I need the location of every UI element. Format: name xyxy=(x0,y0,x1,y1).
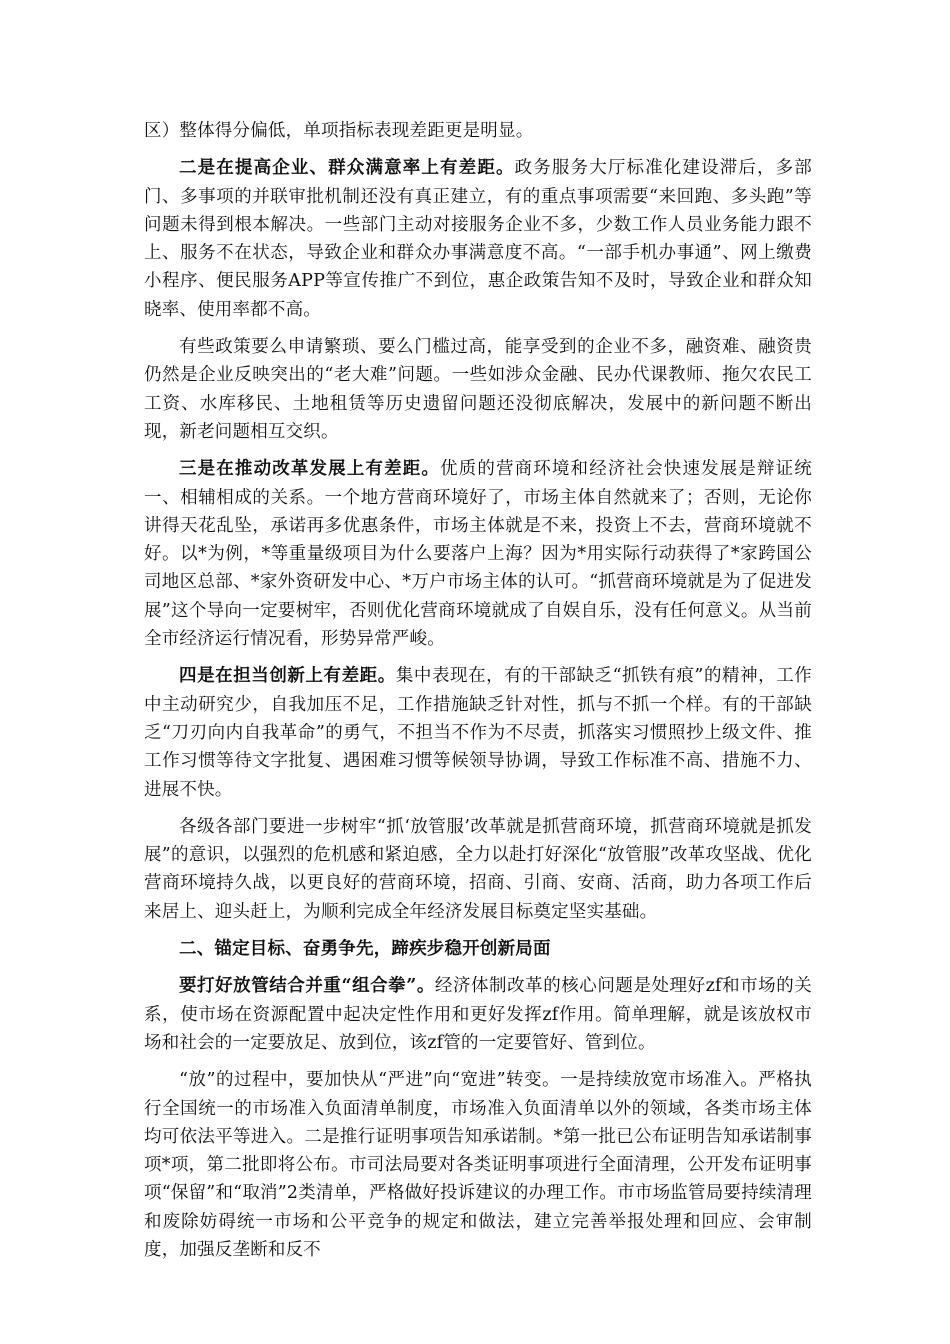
document-body xyxy=(144,117,812,1273)
paragraph-text: 有些政策要么申请繁琐、要么门槛过高，能享受到的企业不多，融资难、融资贵仍然是企业反映突出的“老大难”问题。一些如涉众金融、民办代课教师、拖欠农民工工资、水库移民、土地租赁等历史遗留问题还没彻底解决，发展中的新问题不断出现，新老问题相互交织。 xyxy=(144,337,812,442)
paragraph-text: 区）整体得分偏低，单项指标表现差距更是明显。 xyxy=(144,121,534,141)
paragraph-7 xyxy=(144,972,812,1057)
paragraph-text: 集中表现在，有的干部缺乏“抓铁有痕”的精神，工作中主动研究少，自我加压不足，工作措施缺乏针对性，抓与不抓一个样。有的干部缺乏“刀刃向内自我革命”的勇气，不担当不作为不尽责，抓落实习惯照抄上级文件、推工作习惯等待文字批复、遇困难习惯等候领导协调，导致工作标准不高、措施不力、进展不快。 xyxy=(144,666,812,800)
paragraph-5 xyxy=(144,662,812,803)
paragraph-1 xyxy=(144,117,812,145)
paragraph-lead: 四是在担当创新上有差距。 xyxy=(179,666,396,687)
paragraph-text: 优质的营商环境和经济社会快速发展是辩证统一、相辅相成的关系。一个地方营商环境好了，市场主体自然就来了；否则，无论你讲得天花乱坠，承诺再多优惠条件，市场主体就是不来，投资上不去，营商环境就不好。以*为例，*等重量级项目为什么要落户上海？因为*用实际行动获得了*家跨国公司地区总部、*家外资研发中心、*万户市场主体的认可。“抓营商环境就是为了促进发展”这个导向一定要树牢，否则优化营商环境就成了自娱自乐，没有任何意义。从当前全市经济运行情况看，形势异常严峻。 xyxy=(144,459,812,650)
paragraph-lead: 三是在推动改革发展上有差距。 xyxy=(179,459,441,480)
paragraph-3 xyxy=(144,333,812,446)
paragraph-lead: 要打好放管结合并重“组合拳”。 xyxy=(179,976,435,997)
section-heading: 二、锚定目标、奋勇争先，蹄疾步稳开创新局面 xyxy=(179,939,551,960)
paragraph-6 xyxy=(144,813,812,926)
paragraph-4 xyxy=(144,455,812,653)
paragraph-2 xyxy=(144,154,812,324)
paragraph-text: 政务服务大厅标准化建设滞后，多部门、多事项的并联审批机制还没有真正建立，有的重点事项需要“来回跑、多头跑”等问题未得到根本解决。一些部门主动对接服务企业不多，少数工作人员业务能力跟不上、服务不在状态，导致企业和群众办事满意度不高。“一部手机办事通”、网上缴费小程序、便民服务APP等宣传推广不到位，惠企政策告知不及时，导致企业和群众知晓率、使用率都不高。 xyxy=(144,158,812,320)
paragraph-text: 各级各部门要进一步树牢“抓‘放管服’改革就是抓营商环境，抓营商环境就是抓发展”的意识，以强烈的危机感和紧迫感，全力以赴打好深化“放管服”改革攻坚战、优化营商环境持久战，以更良好的营商环境，招商、引商、安商、活商，助力各项工作后来居上、迎头赶上，为顺利完成全年经济发展目标奠定坚实基础。 xyxy=(144,816,812,922)
paragraph-lead: 二是在提高企业、群众满意率上有差距。 xyxy=(179,158,515,179)
paragraph-8 xyxy=(144,1066,812,1264)
paragraph-text: “放”的过程中，要加快从“严进”向“宽进”转变。一是持续放宽市场准入。严格执行全国统一的市场准入负面清单制度，市场准入负面清单以外的领域，各类市场主体均可依法平等进入。二是推行证明事项告知承诺制。*第一批已公布证明告知承诺制事项*项，第二批即将公布。市司法局要对各类证明事项进行全面清理，公开发布证明事项“保留”和“取消”2类清单，严格做好投诉建议的办理工作。市市场监管局要持续清理和废除妨碍统一市场和公平竞争的规定和做法，建立完善举报处理和回应、会审制度，加强反垄断和反不 xyxy=(144,1070,812,1260)
paragraph-text: 经济体制改革的核心问题是处理好zf和市场的关系，使市场在资源配置中起决定性作用和更好发挥zf作用。简单理解，就是该放权市场和社会的一定要放足、放到位，该zf管的一定要管好、管到位。 xyxy=(144,976,812,1053)
